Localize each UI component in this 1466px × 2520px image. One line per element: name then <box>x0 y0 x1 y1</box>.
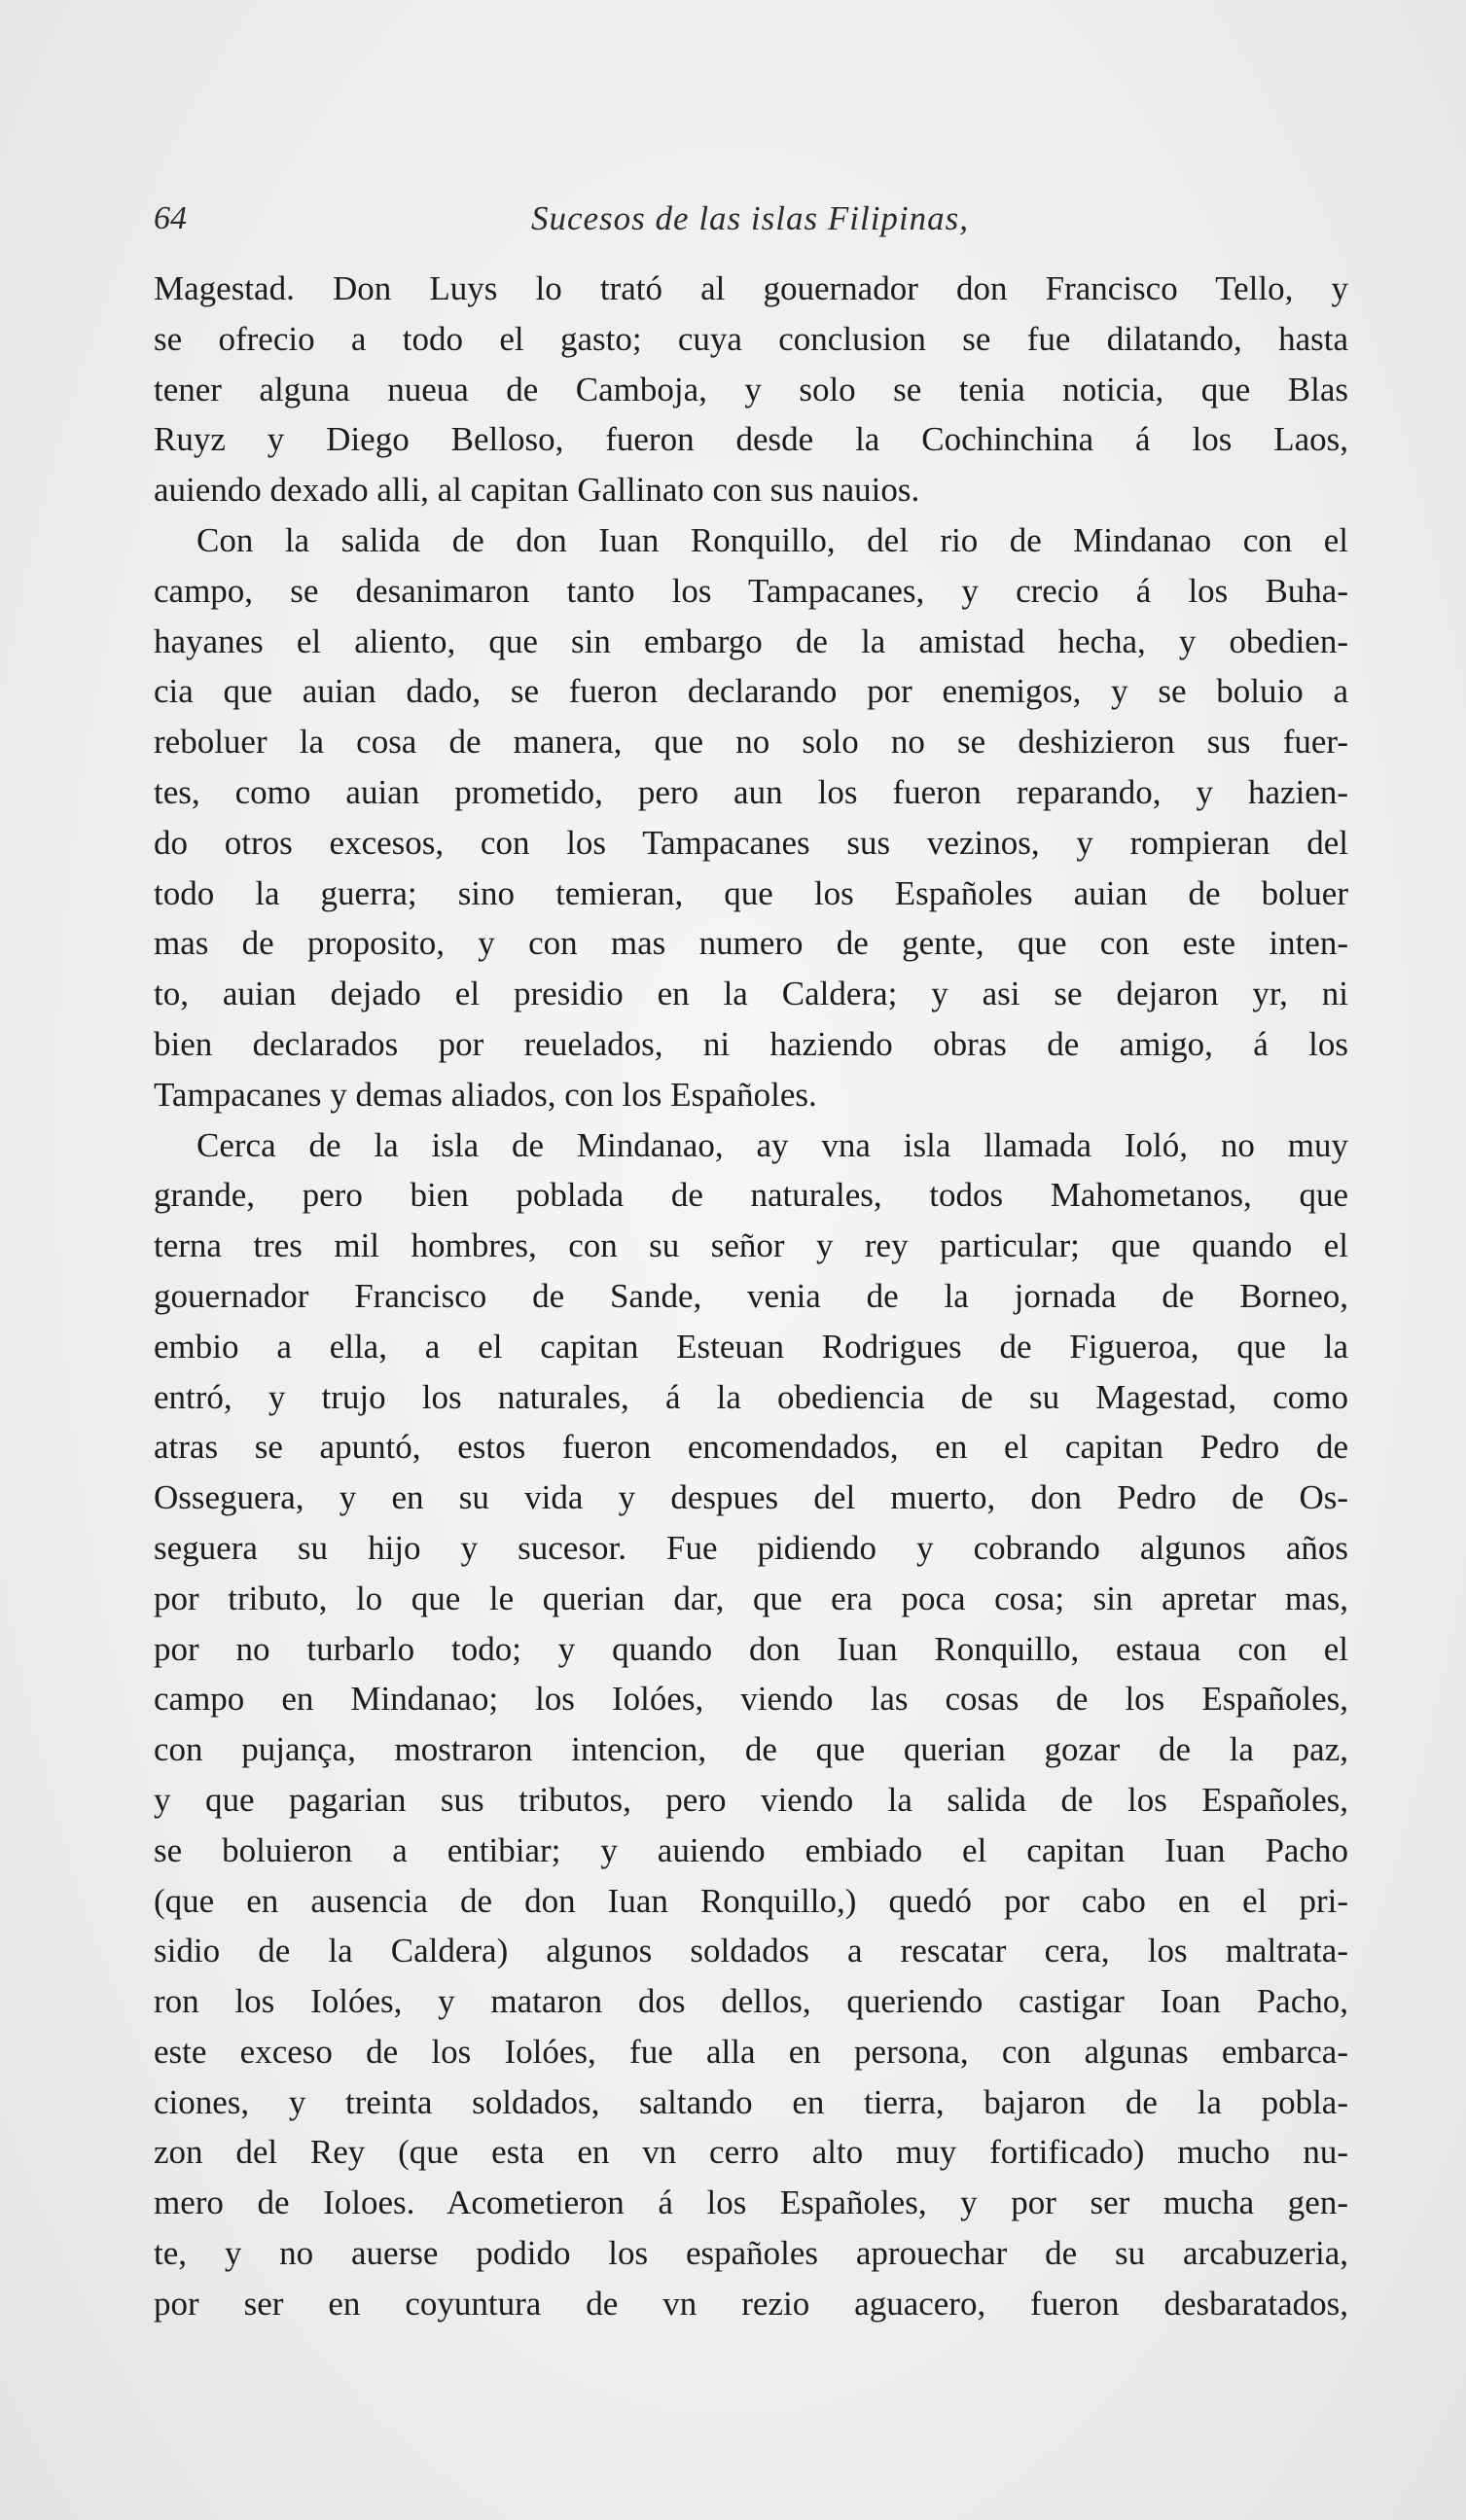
text-line: mas de proposito, y con mas numero de gente, que con este inten- <box>154 924 1348 963</box>
text-line: seguera su hijo y sucesor. Fue pidiendo y cobrando algunos años <box>154 1528 1348 1567</box>
text-line: por tributo, lo que le querian dar, que era poca cosa; sin apretar mas, <box>154 1579 1348 1617</box>
text-line: tes, como auian prometido, pero aun los fueron reparando, y hazien- <box>154 772 1348 811</box>
text-line: bien declarados por reuelados, ni haziendo obras de amigo, á los <box>154 1024 1348 1063</box>
text-line: ciones, y treinta soldados, saltando en tierra, bajaron de la pobla- <box>154 2082 1348 2121</box>
text-line: por ser en coyuntura de vn rezio aguacero, fueron desbaratados, <box>154 2284 1348 2323</box>
running-head <box>154 195 1346 243</box>
text-line: hayanes el aliento, que sin embargo de la amistad hecha, y obedien- <box>154 621 1348 660</box>
text-line: ron los Iolóes, y mataron dos dellos, queriendo castigar Ioan Pacho, <box>154 1982 1348 2021</box>
text-line: campo, se desanimaron tanto los Tampacanes, y crecio á los Buha- <box>154 571 1348 610</box>
text-line: atras se apuntó, estos fueron encomendados, en el capitan Pedro de <box>154 1428 1348 1467</box>
text-line: embio a ella, a el capitan Esteuan Rodrigues de Figueroa, que la <box>154 1327 1348 1366</box>
text-line: zon del Rey (que esta en vn cerro alto muy fortificado) mucho nu- <box>154 2133 1348 2172</box>
page-number: 64 <box>154 200 187 236</box>
text-line: mero de Ioloes. Acometieron á los Españoles, y por ser mucha gen- <box>154 2183 1348 2222</box>
text-line: do otros excesos, con los Tampacanes sus vezinos, y rompieran del <box>154 823 1348 862</box>
text-line: auiendo dexado alli, al capitan Gallinato con sus nauios. <box>154 471 920 510</box>
body-text <box>154 264 1348 2329</box>
text-line: tener alguna nueua de Camboja, y solo se tenia noticia, que Blas <box>154 370 1348 408</box>
text-line: Cerca de la isla de Mindanao, ay vna isla llamada Ioló, no muy <box>197 1125 1348 1164</box>
text-line: y que pagarian sus tributos, pero viendo la salida de los Españoles, <box>154 1780 1348 1819</box>
text-line: te, y no auerse podido los españoles aprouechar de su arcabuzeria, <box>154 2234 1348 2273</box>
text-line: Ruyz y Diego Belloso, fueron desde la Cochinchina á los Laos, <box>154 420 1348 459</box>
text-line: Con la salida de don Iuan Ronquillo, del rio de Mindanao con el <box>197 520 1348 559</box>
text-line: se ofrecio a todo el gasto; cuya conclusion se fue dilatando, hasta <box>154 319 1348 358</box>
text-line: Magestad. Don Luys lo trató al gouernador don Francisco Tello, y <box>154 269 1348 307</box>
text-line: este exceso de los Iolóes, fue alla en persona, con algunas embarca- <box>154 2032 1348 2071</box>
running-title: Sucesos de las islas Filipinas, <box>530 199 970 237</box>
text-line: grande, pero bien poblada de naturales, todos Mahometanos, que <box>154 1176 1348 1215</box>
text-line: to, auian dejado el presidio en la Caldera; y asi se dejaron yr, ni <box>154 975 1348 1013</box>
text-line: se boluieron a entibiar; y auiendo embiado el capitan Iuan Pacho <box>154 1830 1348 1869</box>
text-line: entró, y trujo los naturales, á la obediencia de su Magestad, como <box>154 1377 1348 1416</box>
text-line: todo la guerra; sino temieran, que los Españoles auian de boluer <box>154 873 1348 912</box>
text-line: con pujança, mostraron intencion, de que querian gozar de la paz, <box>154 1730 1348 1769</box>
text-line: gouernador Francisco de Sande, venia de la jornada de Borneo, <box>154 1276 1348 1315</box>
text-line: por no turbarlo todo; y quando don Iuan Ronquillo, estaua con el <box>154 1629 1348 1668</box>
text-line: terna tres mil hombres, con su señor y rey particular; que quando el <box>154 1226 1348 1265</box>
text-line: reboluer la cosa de manera, que no solo no se deshizieron sus fuer- <box>154 723 1348 762</box>
text-line: campo en Mindanao; los Iolóes, viendo las cosas de los Españoles, <box>154 1680 1348 1719</box>
text-line: cia que auian dado, se fueron declarando por enemigos, y se boluio a <box>154 672 1348 711</box>
text-line: Osseguera, y en su vida y despues del muerto, don Pedro de Os- <box>154 1478 1348 1517</box>
text-line: sidio de la Caldera) algunos soldados a rescatar cera, los maltrata- <box>154 1932 1348 1970</box>
text-line: Tampacanes y demas aliados, con los Españoles. <box>154 1075 817 1114</box>
text-line: (que en ausencia de don Iuan Ronquillo,) quedó por cabo en el pri- <box>154 1881 1348 1920</box>
